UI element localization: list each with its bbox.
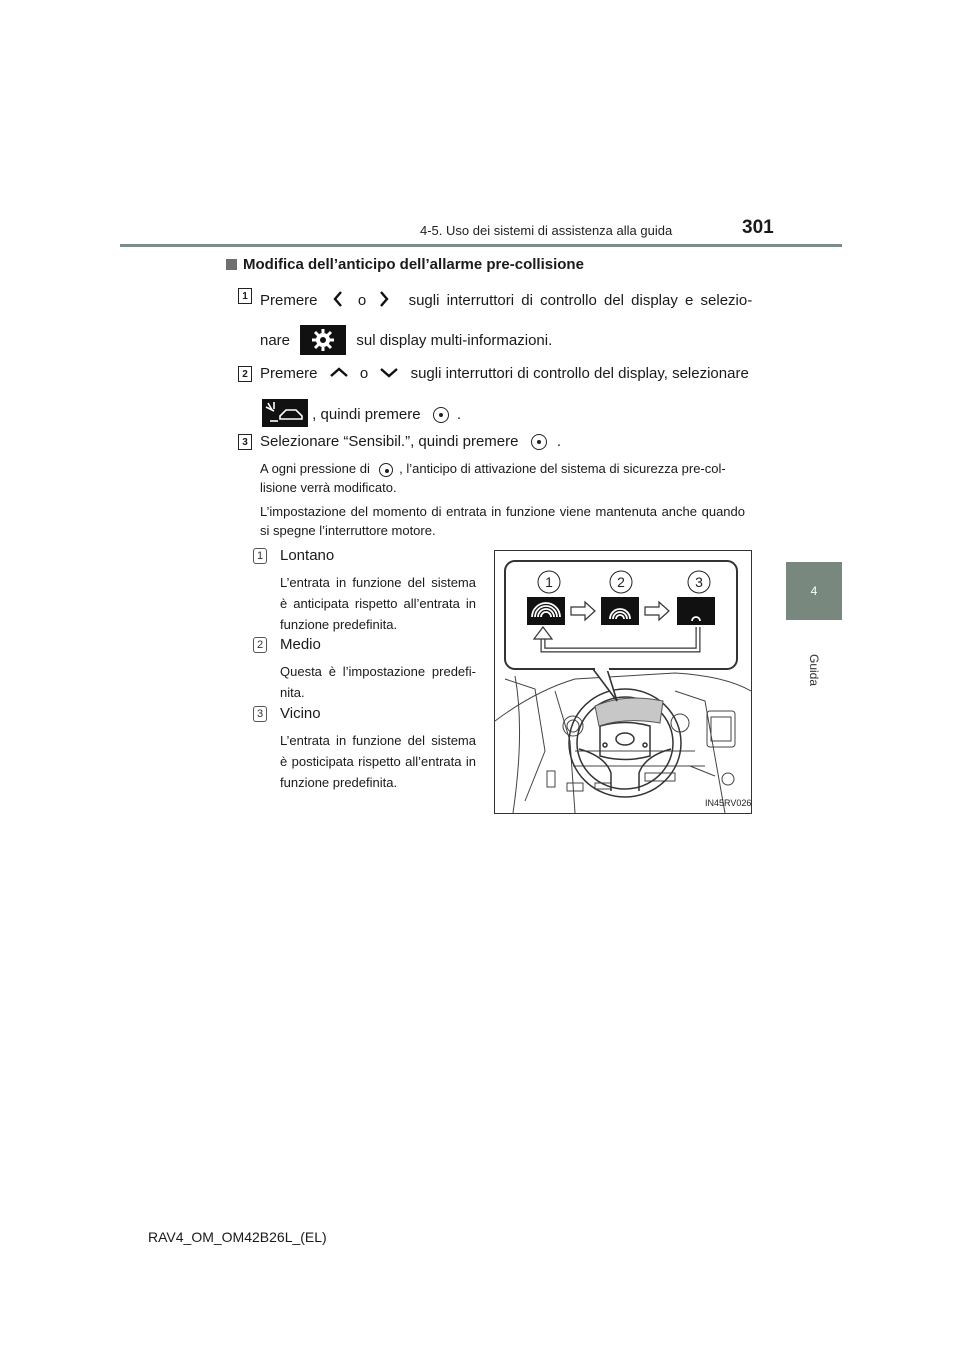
step-3-line: Selezionare “Sensibil.”, quindi premere . (260, 433, 561, 450)
enter-button-icon (531, 434, 547, 450)
header-rule (120, 244, 842, 247)
dashboard-illustration (494, 550, 752, 814)
step-2-line-2: , quindi premere . (262, 399, 461, 427)
option-title: Vicino (280, 705, 321, 722)
option-number: 2 (253, 637, 267, 653)
option-title: Lontano (280, 547, 335, 564)
figure-label: 3 (695, 574, 703, 590)
option-number: 1 (253, 548, 267, 564)
figure-label: 1 (545, 574, 553, 590)
chevron-down-icon (378, 365, 400, 379)
pre-collision-icon (262, 399, 308, 427)
step-1-line-2: nare sul display multi-informazioni. (260, 325, 552, 355)
chevron-right-icon (374, 289, 394, 309)
section-heading (226, 256, 584, 273)
note-2: L’impostazione del momento di entrata in funzione viene mantenuta anche quando si spegne l’interruttore motore. (260, 504, 745, 538)
chevron-up-icon (328, 365, 350, 379)
chapter-title-tab (786, 620, 842, 720)
chapter-tab: 4 (786, 562, 842, 620)
figure-code: IN45RV026 (705, 798, 751, 808)
option-number: 3 (253, 706, 267, 722)
square-bullet-icon (226, 259, 237, 270)
header-section-title: 4-5. Uso dei sistemi di assistenza alla guida (420, 223, 673, 238)
option-description: Questa è l’impostazione predefi-nita. (280, 664, 476, 700)
option-description: L’entrata in funzione del sistema è anticipata rispetto all’entrata in funzione predefinita. (280, 575, 476, 632)
step-1-line-1: Premere o sugli interruttori di controllo del display e selezio- (260, 289, 752, 309)
step-number: 1 (238, 288, 252, 304)
heading-text: Modifica dell’anticipo dell’allarme pre-collisione (243, 256, 584, 273)
enter-button-icon (379, 463, 393, 477)
step-number: 2 (238, 366, 252, 382)
option-title: Medio (280, 636, 321, 653)
enter-button-icon (433, 407, 449, 423)
chapter-title: Guida (807, 653, 821, 687)
option-description: L’entrata in funzione del sistema è posticipata rispetto all’entrata in funzione predefinita. (280, 733, 476, 790)
sensitivity-near-icon (677, 597, 715, 625)
note-1-line-2: lisione verrà modificato. (260, 480, 397, 495)
step-number: 3 (238, 434, 252, 450)
step-2-line-1: Premere o sugli interruttori di controllo del display, selezionare (260, 365, 749, 382)
dashboard-drawing (495, 551, 751, 813)
note-1-line-1: A ogni pressione di , l’anticipo di attivazione del sistema di sicurezza pre-col- (260, 461, 726, 476)
figure-label: 2 (617, 574, 625, 590)
chevron-left-icon (328, 289, 348, 309)
page-number: 301 (742, 217, 774, 238)
footer-code: RAV4_OM_OM42B26L_(EL) (148, 1229, 327, 1245)
settings-gear-icon (300, 325, 346, 355)
sensitivity-far-icon (527, 597, 565, 625)
sensitivity-medium-icon (601, 597, 639, 625)
